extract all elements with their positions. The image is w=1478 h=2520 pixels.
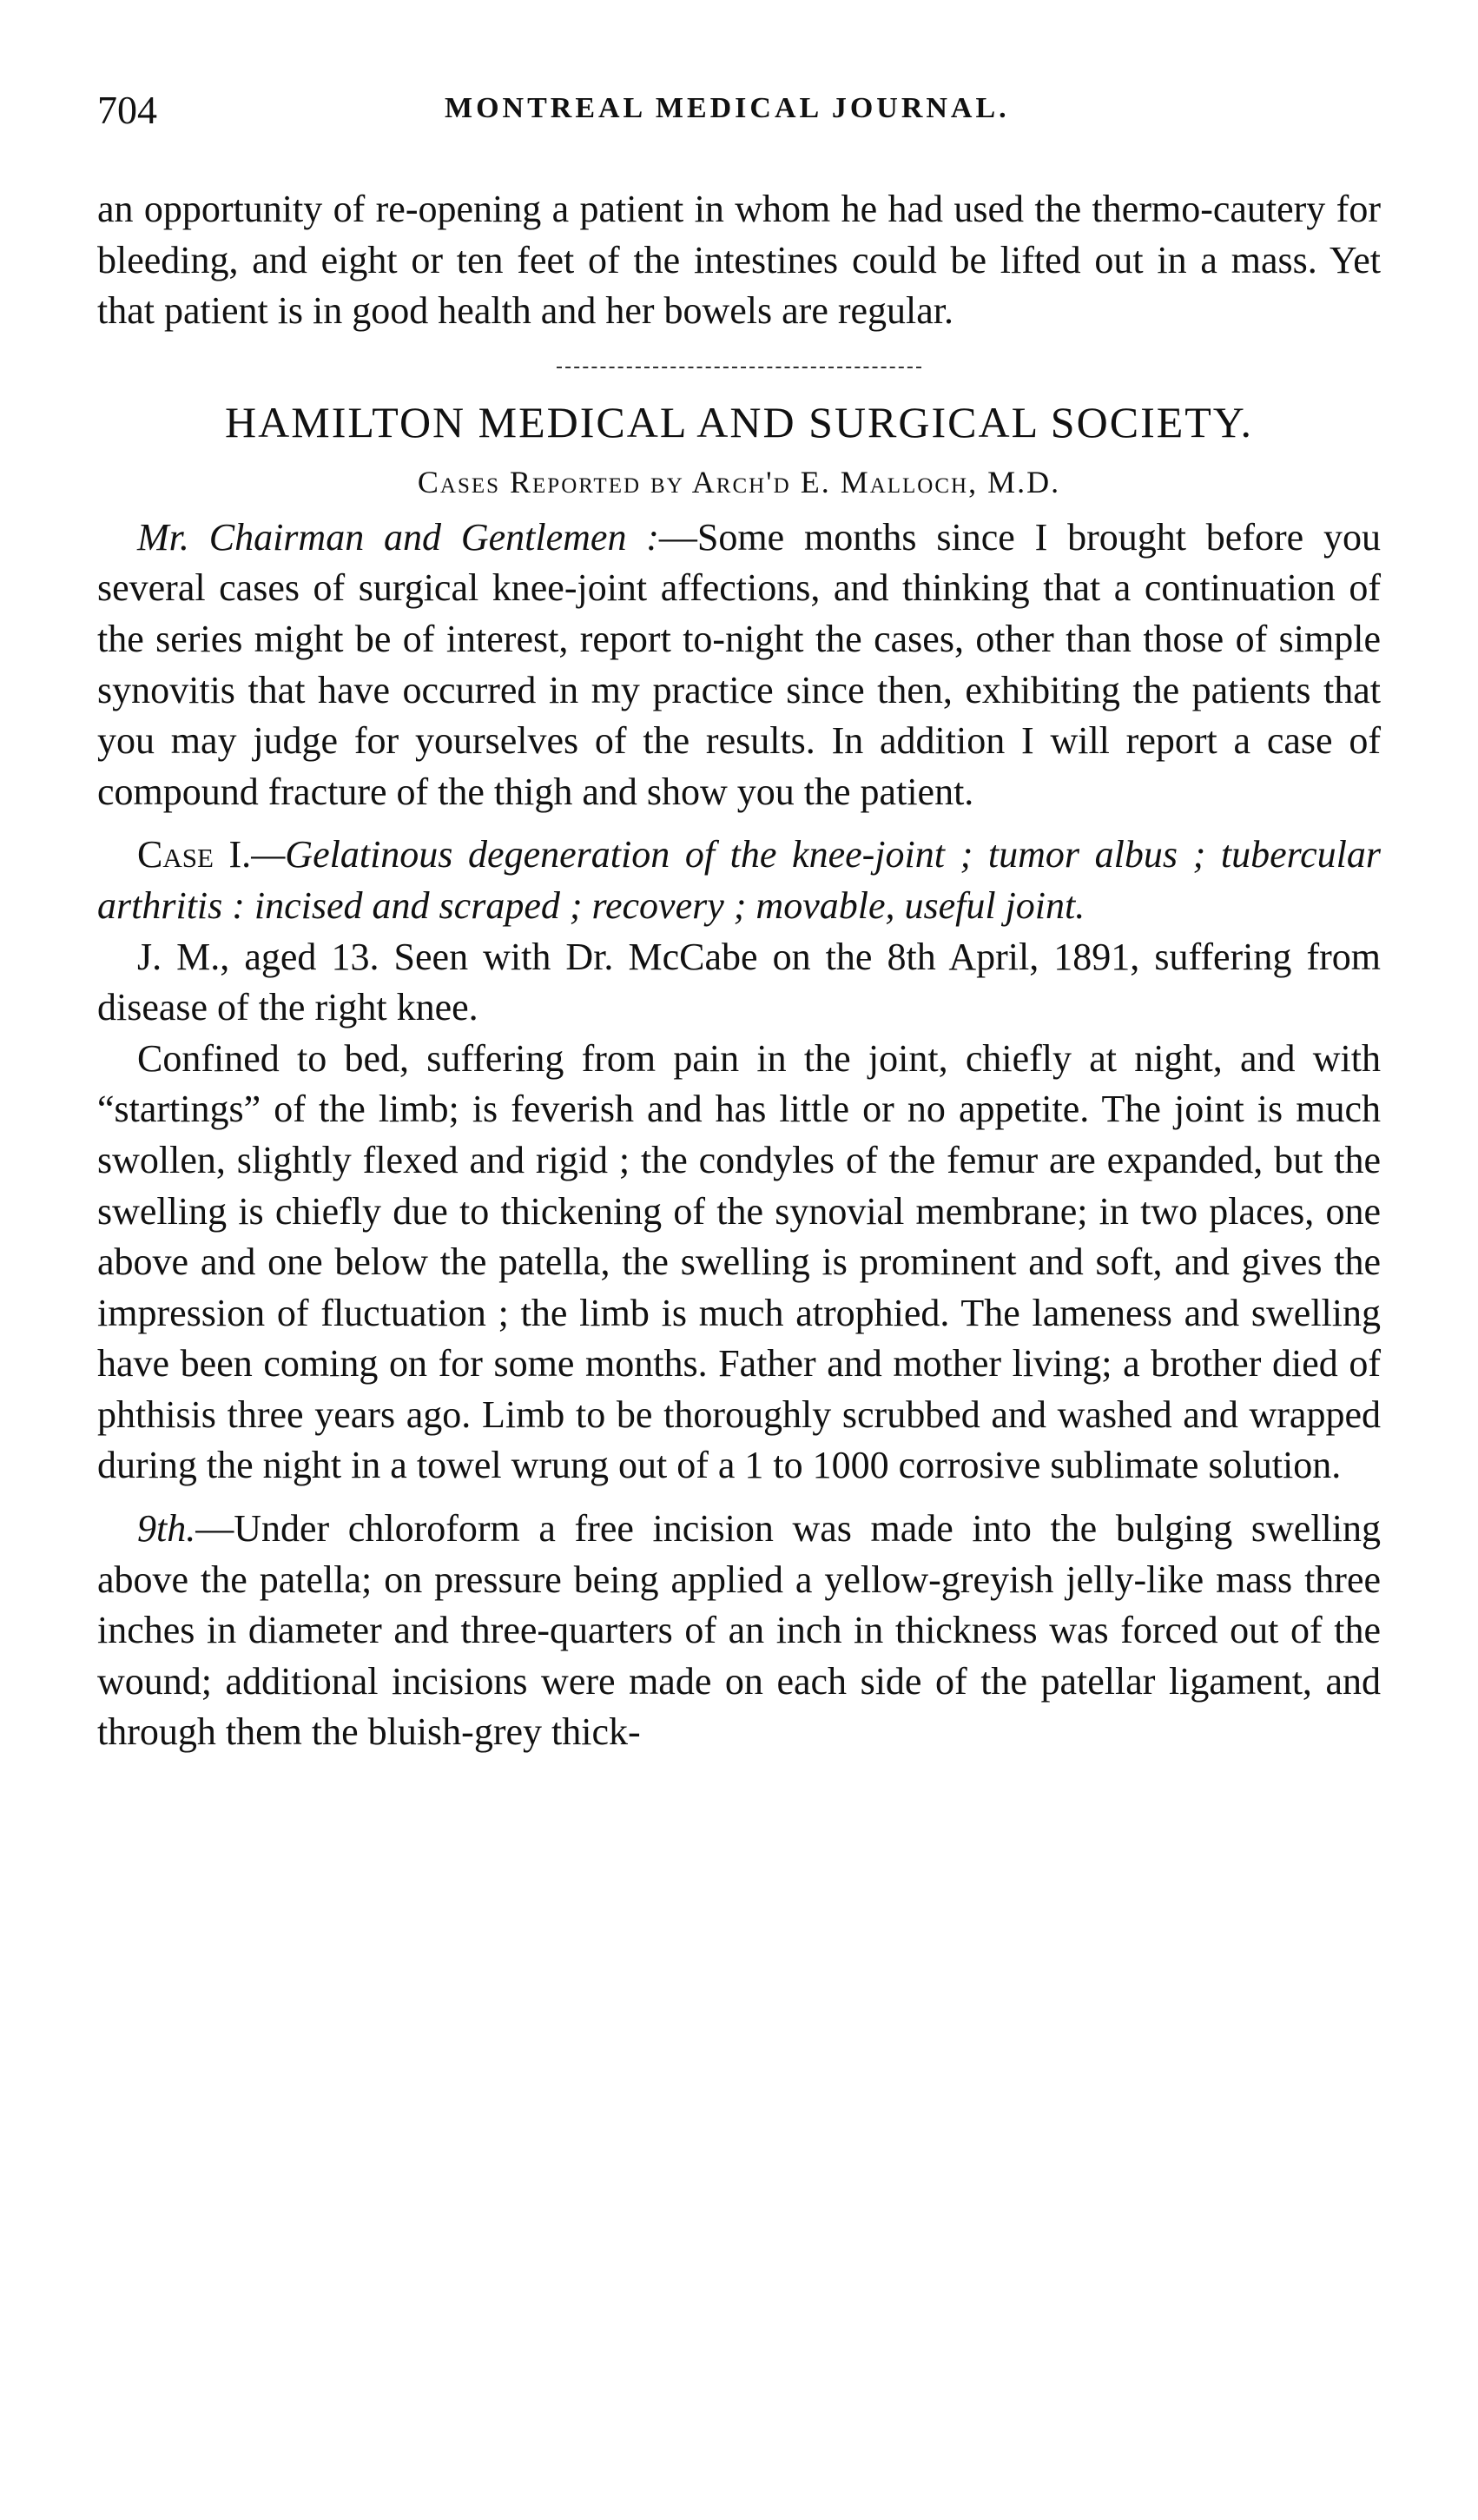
symptoms-paragraph: Confined to bed, suffering from pain in the joint, chiefly at night, and with “startings” of the limb; is feverish and has little or no appetite. The joint is much swollen, slightly flexed and rigid ; the condyles of the femur are expanded, but the swelling is chiefly due to thickening of the synovial membrane; in two places, one above and one below the patella, the swelling is prominent and soft, and gives the impression of fluctuation ; the limb is much atrophied. The lameness and swelling have been coming on for some months. Father and mother living; a brother died of phthisis three years ago. Limb to be thoroughly scrubbed and washed and wrapped during the night in a towel wrung out of a 1 to 1000 corrosive sublimate solution. [97, 1036, 1381, 1487]
ninth-text: —Under chloroform a free incision was made into the bulging swelling above the patella; on pressure being applied a yellow-greyish jelly-like mass three inches in diameter and three-quarters of an inch in thickness was forced out of the wound; additional incisions were made on each side of the patellar ligament, and through them the bluish-grey thick- [97, 1507, 1381, 1754]
case-heading [97, 830, 1381, 931]
section-separator [557, 367, 921, 368]
journal-title: MONTREAL MEDICAL JOURNAL. [445, 92, 1010, 124]
section-byline: Cases Reported by Arch'd E. Malloch, M.D. [417, 464, 1061, 499]
salutation: Mr. Chairman and Gentlemen : [137, 515, 659, 559]
ninth-paragraph [97, 1504, 1381, 1758]
running-head [97, 87, 1381, 139]
intro-text: —Some months since I brought before you several cases of surgical knee-joint affections, and thinking that a continuation of the series might be of interest, report to-night the cases, other than those of simple synovitis that have occurred in my practice since then, exhibiting the patients that you may judge for yourselves of the results. In addition I will report a case of compound fracture of the thigh and show you the patient. [97, 515, 1381, 813]
intro-paragraph [97, 513, 1381, 818]
case-label: Case I. [137, 833, 252, 876]
journal-page [97, 87, 1381, 1758]
continuation-paragraph: an opportunity of re-opening a patient in whom he had used the thermo-cautery for bleeding, and eight or ten feet of the intestines could be lifted out in a mass. Yet that patient is in good health and her bowels are regular. [97, 188, 1381, 333]
case-title: —Gelatinous degeneration of the knee-joint ; tumor albus ; tubercular arthritis : incised and scraped ; recovery ; movable, useful joint. [97, 833, 1381, 927]
page-number: 704 [97, 88, 157, 132]
section-title: HAMILTON MEDICAL AND SURGICAL SOCIETY. [225, 397, 1253, 446]
patient-paragraph: J. M., aged 13. Seen with Dr. McCabe on the 8th April, 1891, suffering from disease of the right knee. [97, 935, 1381, 1029]
date-label: 9th. [137, 1507, 196, 1551]
